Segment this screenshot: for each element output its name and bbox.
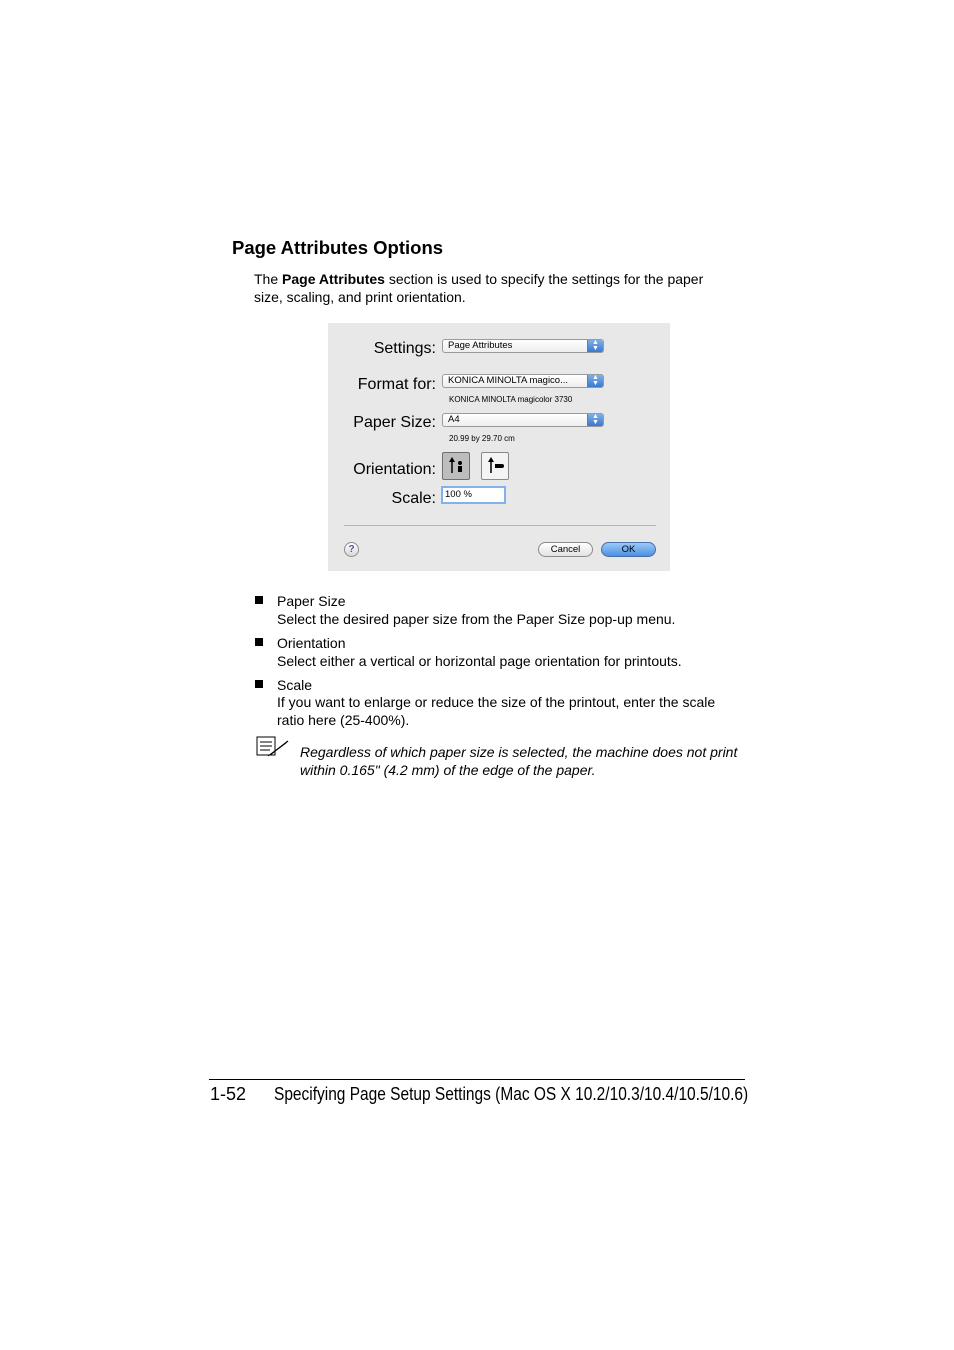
note-pen-icon: [256, 736, 290, 758]
bullet-title: Scale: [277, 677, 313, 693]
intro-bold-term: Page Attributes: [282, 271, 385, 287]
orientation-landscape-button[interactable]: [481, 452, 509, 480]
format-label: Format for:: [357, 376, 436, 393]
scale-label: Scale:: [391, 490, 436, 507]
intro-text-rest: section is used to specify the settings for the paper size, scaling, and print orientation.: [254, 271, 704, 305]
settings-popup[interactable]: [442, 339, 604, 353]
bullet-square-icon: [255, 596, 263, 604]
intro-text: The: [254, 271, 283, 287]
landscape-person-icon: [482, 453, 508, 479]
settings-label: Settings:: [373, 340, 436, 357]
paper-size-popup-value: A4: [448, 414, 460, 425]
orientation-label: Orientation:: [353, 461, 436, 478]
popup-arrows-icon: ▲ ▼: [587, 340, 603, 352]
footer-title: Specifying Page Setup Settings (Mac OS X 10.2/10.3/10.4/10.5/10.6): [274, 1084, 749, 1104]
popup-arrows-icon: ▲ ▼: [587, 375, 603, 387]
intro-paragraph: [254, 270, 734, 306]
note-text: Regardless of which paper size is selected, the machine does not print within 0.165" (4.2 mm) of the edge of the paper.: [300, 744, 738, 778]
popup-arrows-icon: ▲ ▼: [587, 414, 603, 426]
settings-popup-value: Page Attributes: [448, 340, 513, 351]
bullet-description: If you want to enlarge or reduce the size of the printout, enter the scale: [277, 694, 716, 710]
bullet-title: Orientation: [277, 635, 346, 651]
format-popup-value: KONICA MINOLTA magico...: [448, 375, 569, 386]
bullet-square-icon: [255, 638, 263, 646]
paper-size-subtext: 20.99 by 29.70 cm: [449, 434, 515, 443]
scale-input[interactable]: 100 %: [441, 486, 506, 504]
bullet-title: Paper Size: [277, 593, 346, 609]
help-button[interactable]: ?: [344, 542, 359, 557]
paper-size-popup[interactable]: [442, 413, 604, 427]
dialog-divider: [344, 525, 656, 526]
bullet-description: ratio here (25-400%).: [277, 712, 410, 728]
bullet-square-icon: [255, 680, 263, 688]
footer-rule: [209, 1079, 745, 1080]
page-number: 1-52: [210, 1084, 247, 1104]
section-heading: Page Attributes Options: [232, 237, 444, 258]
format-popup[interactable]: [442, 374, 604, 388]
cancel-button[interactable]: Cancel: [538, 542, 593, 557]
format-subtext: KONICA MINOLTA magicolor 3730: [449, 395, 573, 404]
bullet-description: Select the desired paper size from the Paper Size pop-up menu.: [277, 611, 676, 627]
ok-button[interactable]: OK: [601, 542, 656, 557]
orientation-portrait-button[interactable]: [442, 452, 470, 480]
paper-size-label: Paper Size:: [353, 414, 436, 431]
page-attributes-dialog: [328, 323, 670, 571]
portrait-person-icon: [443, 453, 469, 479]
bullet-description: Select either a vertical or horizontal page orientation for printouts.: [277, 653, 682, 669]
